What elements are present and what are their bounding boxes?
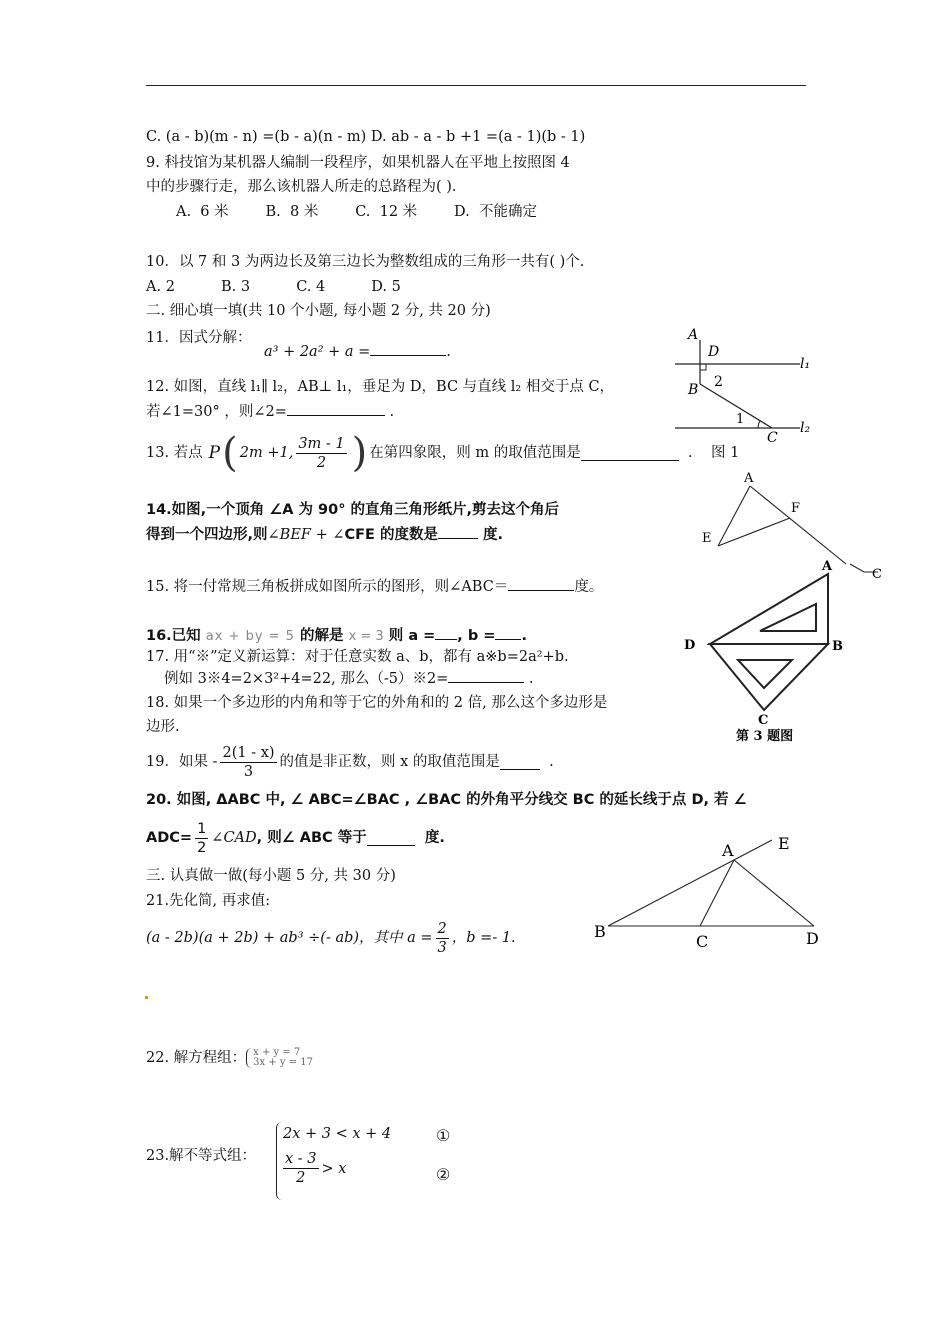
q21-expression-row xyxy=(146,915,516,961)
q20-answer-blank[interactable] xyxy=(367,831,415,846)
q18-line1: 18. 如果一个多边形的内角和等于它的外角和的 2 倍, 那么这个多边形是 xyxy=(146,695,608,711)
side-ac xyxy=(750,486,846,564)
q22-eq1: x + y = 7 xyxy=(253,1047,301,1058)
q19-prefix: 19．如果 - xyxy=(146,754,218,770)
q21-title: 21.先化简, 再求值: xyxy=(146,893,271,909)
cut-line-ef xyxy=(718,518,790,546)
q21-expr: (a - 2b)(a + 2b) + ab³ ÷(- ab)，其中 a = xyxy=(146,930,433,946)
q12-line1: 12. 如图，直线 l₁∥ l₂，AB⊥ l₁，垂足为 D，BC 与直线 l₂ 相交于点 C， xyxy=(146,379,615,395)
q15-answer-blank[interactable] xyxy=(508,576,574,591)
q16-row: 16.已知 ax + by = 5 的解是 x = 3 则 a = , b = . xyxy=(146,625,527,647)
q23-ineq2 xyxy=(283,1150,391,1187)
stray-mark xyxy=(145,996,148,999)
q14-line2-c: CFE 的度数是 xyxy=(344,527,438,543)
angle-1-arc xyxy=(758,421,760,428)
figure-1-parallel-lines xyxy=(670,322,820,450)
q15-unit: 度。 xyxy=(574,579,604,595)
q17-line1: 17. 用“※”定义新运算：对于任意实数 a、b，都有 a※b=2a²+b. xyxy=(146,649,569,665)
segment-ad xyxy=(734,860,814,926)
q14-line1: 14.如图,一个顶角 ∠A 为 90° 的直角三角形纸片,剪去这个角后 xyxy=(146,502,560,518)
q20-prefix: ADC= xyxy=(146,830,193,846)
q13-fraction xyxy=(296,435,346,472)
q9-line2: 中的步骤行走，那么该机器人所走的总路程为( ). xyxy=(146,179,457,195)
q13-close-paren: ) xyxy=(351,430,368,476)
q11-expr: a³ + 2a² + a = xyxy=(264,344,371,360)
label-c: C xyxy=(767,430,778,446)
figure-1-caption: 图 1 xyxy=(710,445,740,461)
q19-denominator: 3 xyxy=(243,763,254,780)
q16-system-1: ax + by = 5 xyxy=(205,629,295,644)
label-a: A xyxy=(722,841,734,860)
set-square-2-inner xyxy=(738,660,792,688)
q16-b-blank[interactable] xyxy=(495,625,521,640)
q22-prefix: 22. 解方程组： xyxy=(146,1050,247,1066)
q18-line2: 边形. xyxy=(146,719,180,735)
q16-system-2: x = 3 xyxy=(348,629,384,644)
q11-expression: a³ + 2a² + a = . xyxy=(264,341,451,362)
label-d: D xyxy=(684,638,696,653)
q9-line1: 9. 科技馆为某机器人编制一段程序，如果机器人在平地上按照图 4 xyxy=(146,155,570,171)
figure-3-caption: 第 3 题图 xyxy=(736,729,794,744)
q11-label: 11．因式分解： xyxy=(146,330,252,346)
q13-suffix: 在第四象限，则 m 的取值范围是 xyxy=(369,445,581,461)
label-b: B xyxy=(594,922,606,941)
section-2-heading: 二. 细心填一填(共 10 个小题, 每小题 2 分, 共 20 分) xyxy=(146,303,491,319)
q14-line2 xyxy=(146,524,503,545)
q21-numerator: 2 xyxy=(437,920,447,937)
q20-suffix: , 则∠ ABC 等于 xyxy=(256,830,367,846)
label-b: B xyxy=(832,639,843,654)
q10-text: 10．以 7 和 3 为两边长及第三边长为整数组成的三角形一共有( )个. xyxy=(146,254,585,270)
label-c: C xyxy=(696,932,709,951)
q13-point: P xyxy=(208,443,221,463)
q23-denominator: 2 xyxy=(296,1170,306,1186)
set-square-1-inner xyxy=(760,604,816,631)
q20-denominator: 2 xyxy=(197,839,207,856)
q23-prefix: 23.解不等式组： xyxy=(146,1148,257,1164)
q19-suffix: 的值是非正数，则 x 的取值范围是 xyxy=(279,754,500,770)
label-c: C xyxy=(758,713,769,728)
q15-text: 15. 将一付常规三角板拼成如图所示的图形，则∠ABC＝ xyxy=(146,579,509,595)
label-e: E xyxy=(702,531,712,546)
q23-mark-1: ① xyxy=(436,1126,451,1145)
header-rule xyxy=(146,85,806,86)
figure-20-triangle xyxy=(590,830,830,955)
q9-options: A. 6 米 B. 8 米 C. 12 米 D. 不能确定 xyxy=(176,204,537,220)
q12-answer-blank[interactable] xyxy=(287,401,385,416)
q20-line1: 20. 如图, ΔABC 中, ∠ ABC=∠BAC , ∠BAC 的外角平分线交 BC 的延长线于点 D, 若 ∠ xyxy=(146,792,747,808)
q16-mid: 的解是 xyxy=(300,628,344,644)
q13-open-paren: ( xyxy=(222,430,238,476)
q14-angle-expr: ∠BEF + ∠ xyxy=(267,527,345,543)
label-l2: l₂ xyxy=(800,420,811,436)
q13-numerator: 3m - 1 xyxy=(298,435,345,452)
q16-prefix: 16.已知 xyxy=(146,628,201,644)
set-square-1 xyxy=(710,574,828,644)
label-d: D xyxy=(708,344,720,360)
q13-row: 13. 若点 P ( 2m +1, $\frac{3m - 1}{2}$ ) 在第四象限，则 m 的取值范围是 . 图 1 xyxy=(146,430,740,476)
q8-options-cd: C. (a - b)(m - n) =(b - a)(n - m) D. ab - a - b +1 =(a - 1)(b - 1) xyxy=(146,129,586,145)
right-angle-mark xyxy=(700,364,706,370)
q15-row xyxy=(146,576,603,597)
q22-system xyxy=(246,1048,313,1068)
label-a: A xyxy=(688,327,699,343)
q23-numerator: x - 3 xyxy=(285,1151,317,1167)
label-angle-2: 2 xyxy=(714,374,723,390)
q21-denominator: 3 xyxy=(437,939,447,956)
section-3-heading: 三. 认真做一做(每小题 5 分, 共 30 分) xyxy=(146,868,396,884)
q12-line2-text: 若∠1=30° ，则∠2= xyxy=(146,404,287,420)
q22-row xyxy=(146,1048,313,1068)
q22-eq2: 3x + y = 17 xyxy=(253,1057,314,1068)
q14-line2-a: 得到一个四边形,则 xyxy=(146,527,268,543)
q13-denominator: 2 xyxy=(316,454,327,471)
q17-line2: 例如 3※4=2×3²+4=22, 那么（-5）※2= . xyxy=(164,668,534,689)
q23-ineq2-tail: > x xyxy=(321,1160,347,1177)
label-c: C xyxy=(872,567,882,582)
q23-fraction xyxy=(283,1150,319,1187)
q10-options: A. 2 B. 3 C. 4 D. 5 xyxy=(146,279,401,295)
q17-line2-text: 例如 3※4=2×3²+4=22, 那么（-5）※2= xyxy=(164,671,449,687)
q13-coordinate-x: 2m +1, xyxy=(239,445,294,461)
side-ae xyxy=(718,486,750,546)
q19-numerator: 2(1 - x) xyxy=(222,744,275,761)
q21-tail: ，b =- 1. xyxy=(451,930,516,946)
q11-answer-blank[interactable] xyxy=(370,341,446,356)
q20-unit: 度. xyxy=(424,830,445,846)
label-a: A xyxy=(744,471,754,486)
q19-row: 19．如果 - $\frac{2(1 - x)}{3}$ 的值是非正数，则 x 的取值范围是 . xyxy=(146,744,554,780)
q23-ineq1: 2x + 3 < x + 4 xyxy=(283,1126,392,1142)
line-be xyxy=(608,840,772,926)
q20-angle: ∠CAD xyxy=(211,830,257,846)
q19-answer-blank[interactable] xyxy=(500,755,540,770)
q13-answer-blank[interactable] xyxy=(581,446,679,461)
label-b: B xyxy=(688,382,699,398)
q20-line2 xyxy=(146,815,445,861)
q16-suffix: 则 a = xyxy=(388,628,436,644)
q16-a-blank[interactable] xyxy=(435,625,457,640)
q14-unit: 度. xyxy=(483,527,504,543)
q13-prefix: 13. 若点 xyxy=(146,445,203,461)
label-d: D xyxy=(806,929,819,948)
set-square-2 xyxy=(710,644,828,710)
label-e: E xyxy=(778,834,790,853)
label-f: F xyxy=(791,501,801,516)
q19-fraction xyxy=(220,744,276,781)
label-l1: l₁ xyxy=(800,356,811,372)
q23-system xyxy=(276,1122,391,1200)
q21-fraction xyxy=(436,920,449,957)
q12-line2: 若∠1=30° ，则∠2= . xyxy=(146,401,394,422)
q14-answer-blank[interactable] xyxy=(438,524,478,539)
q16-b-label: , b = xyxy=(457,628,496,644)
label-a: A xyxy=(822,559,833,574)
q20-numerator: 1 xyxy=(197,820,207,837)
label-angle-1: 1 xyxy=(736,412,745,427)
q23-mark-2: ② xyxy=(436,1165,451,1184)
q17-answer-blank[interactable] xyxy=(448,668,524,683)
segment-ac xyxy=(700,860,734,926)
figure-15-set-squares xyxy=(680,556,850,746)
q20-fraction xyxy=(195,820,208,857)
